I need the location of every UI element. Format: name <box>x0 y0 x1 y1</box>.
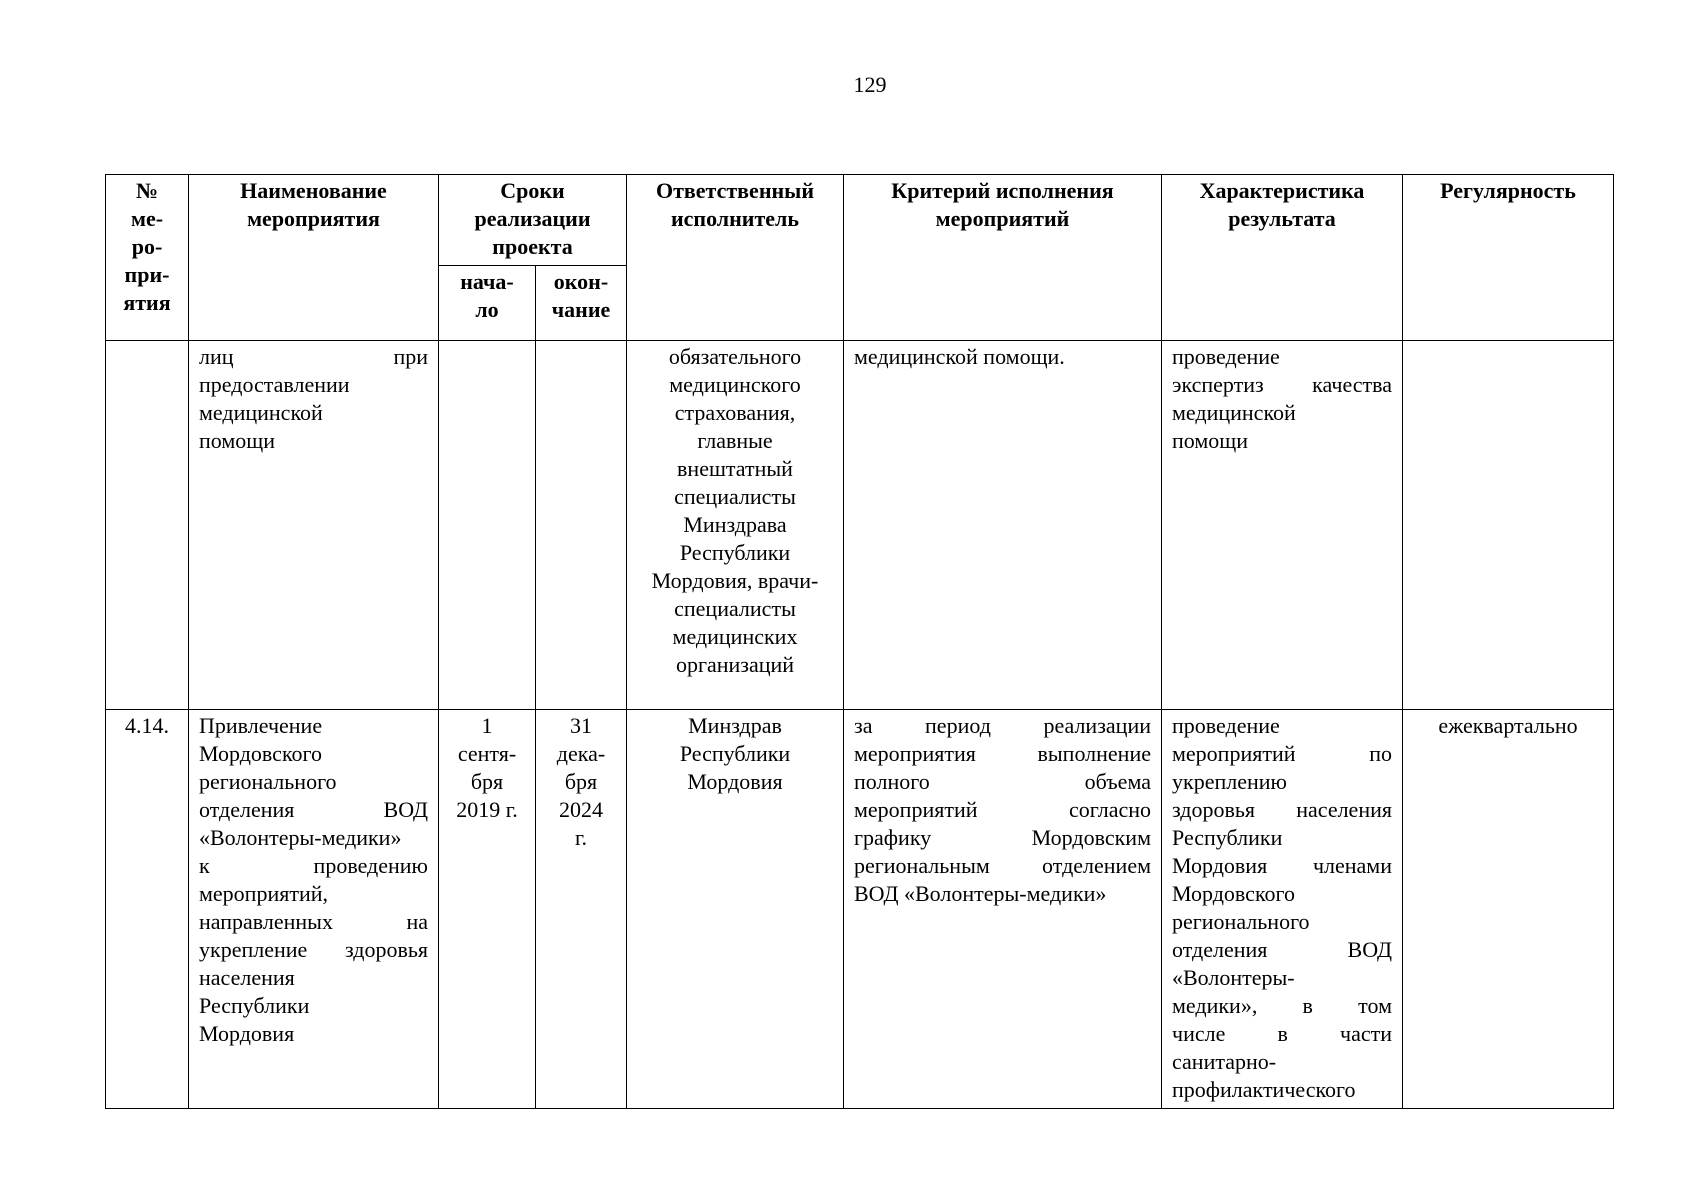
cell-regularity <box>1403 341 1614 710</box>
cell-start: 1 сентя- бря 2019 г. <box>439 710 536 1109</box>
cell-result: проведение экспертиз качества медицинской помощи <box>1162 341 1403 710</box>
cell-number: 4.14. <box>106 710 189 1109</box>
activities-table <box>105 174 1614 1109</box>
cell-end: 31 дека- бря 2024 г. <box>536 710 627 1109</box>
cell-name: лиц при предоставлении медицинской помощи <box>189 341 439 710</box>
header-terms: Сроки реализации проекта <box>439 175 627 266</box>
header-result: Характеристика результата <box>1162 175 1403 341</box>
cell-name: Привлечение Мордовского регионального отделения ВОД «Волонтеры-медики» к проведению мероприятий, направленных на укрепление здоровья населения Республики Мордовия <box>189 710 439 1109</box>
header-regularity: Регулярность <box>1403 175 1614 341</box>
cell-result: проведение мероприятий по укреплению здоровья населения Республики Мордовия членами Мордовского регионального отделения ВОД «Волонтеры- медики», в том числе в части санитарно- профилактического <box>1162 710 1403 1109</box>
cell-number <box>106 341 189 710</box>
cell-start <box>439 341 536 710</box>
header-responsible: Ответственный исполнитель <box>627 175 844 341</box>
cell-criterion: за период реализации мероприятия выполнение полного объема мероприятий согласно графику Мордовским региональным отделением ВОД «Волонтеры-медики» <box>844 710 1162 1109</box>
header-end: окон- чание <box>536 266 627 341</box>
header-number: № ме- ро- при- ятия <box>106 175 189 341</box>
table-row <box>106 710 1614 1109</box>
header-name: Наименование мероприятия <box>189 175 439 341</box>
cell-criterion: медицинской помощи. <box>844 341 1162 710</box>
cell-responsible: Минздрав Республики Мордовия <box>627 710 844 1109</box>
page-number: 129 <box>853 72 887 97</box>
cell-responsible: обязательного медицинского страхования, главные внештатный специалисты Минздрава Республики Мордовия, врачи- специалисты медицинских организаций <box>627 341 844 710</box>
table-row <box>106 341 1614 710</box>
cell-regularity: ежеквартально <box>1403 710 1614 1109</box>
cell-end <box>536 341 627 710</box>
header-start: нача- ло <box>439 266 536 341</box>
header-criterion: Критерий исполнения мероприятий <box>844 175 1162 341</box>
